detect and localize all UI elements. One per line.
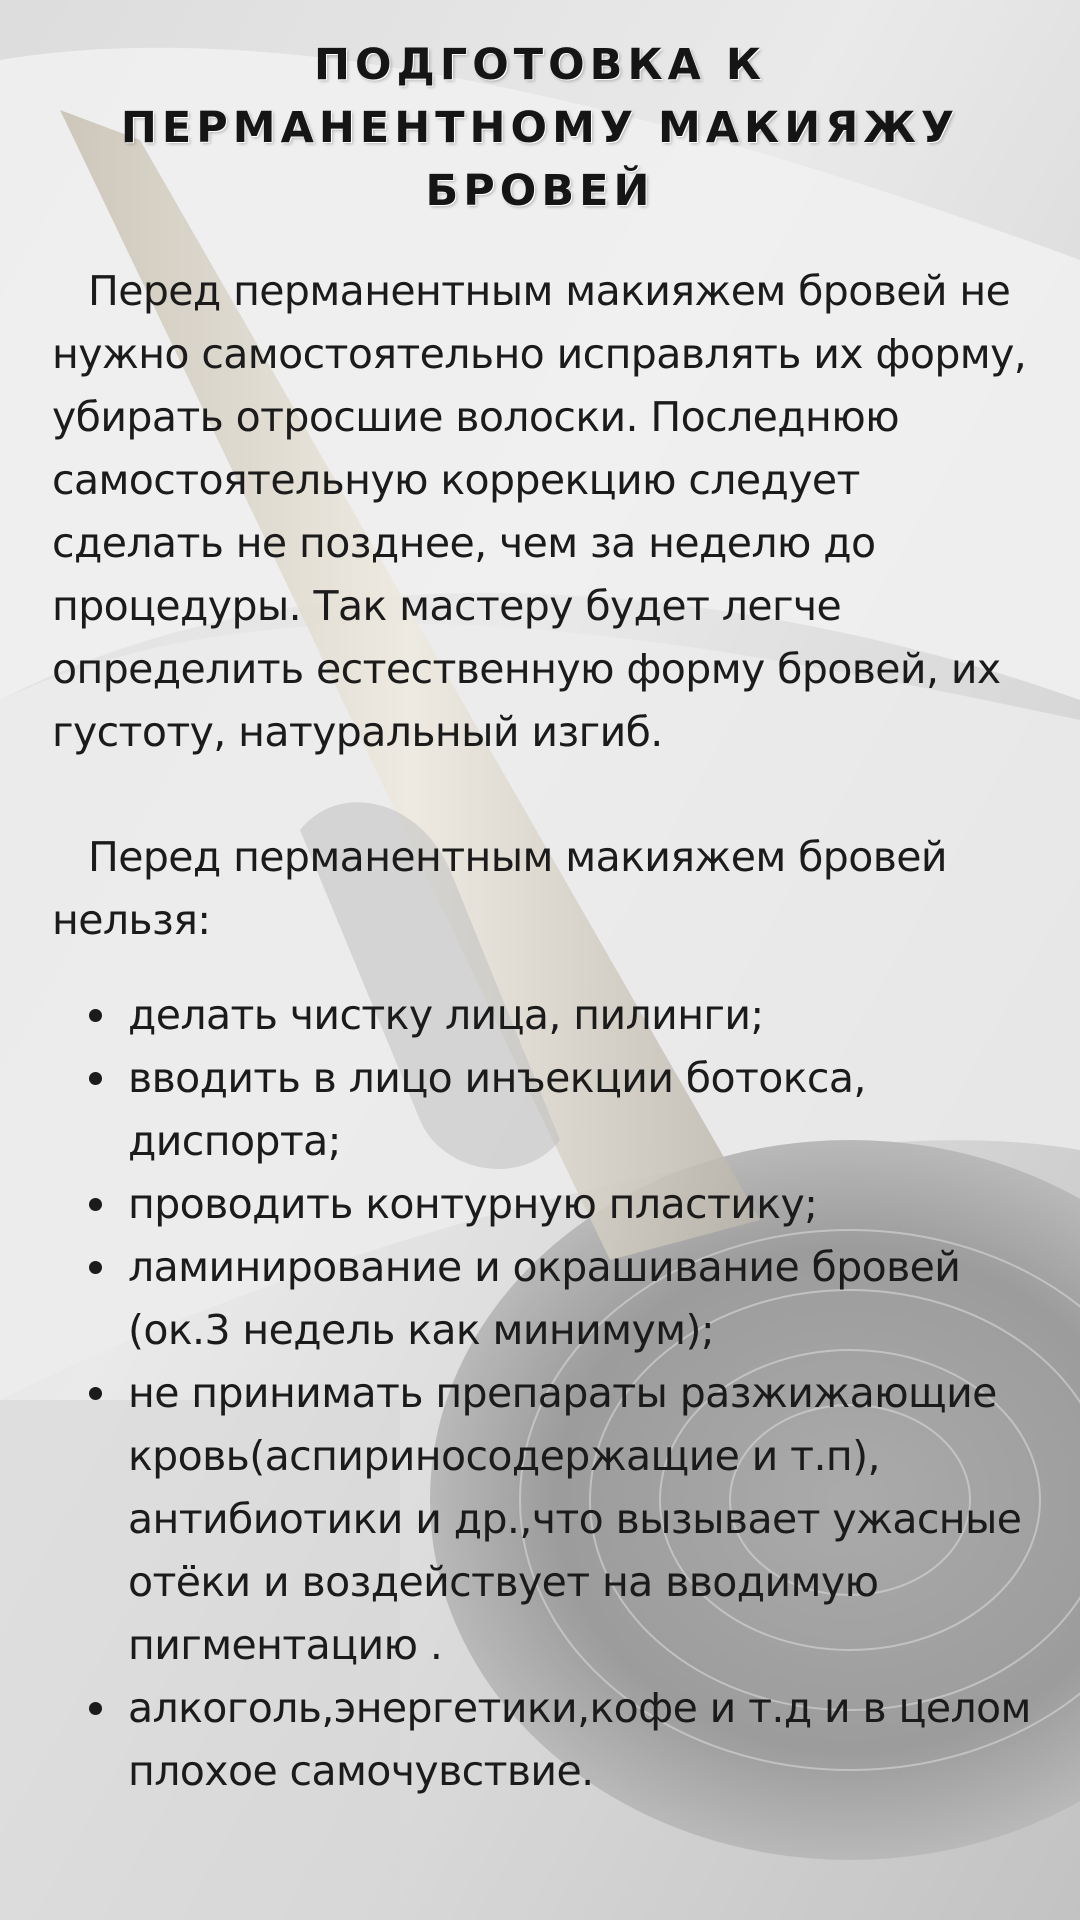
list-item-line: вводить в лицо инъекции ботокса, <box>128 1054 866 1102</box>
bullet-icon <box>89 1198 102 1211</box>
paragraph-line: нельзя: <box>52 896 211 944</box>
list-item-line: антибиотики и др.,что вызывает ужасные <box>128 1495 1022 1543</box>
list-item-line: плохое самочувствие. <box>128 1747 594 1795</box>
list-item-line: кровь(аспириносодержащие и т.п), <box>128 1432 880 1480</box>
restrictions-list <box>52 984 1042 1803</box>
paragraph-line: процедуры. Так мастеру будет легче <box>52 582 842 630</box>
list-item <box>52 1677 1042 1803</box>
list-item <box>52 1047 1042 1173</box>
bullet-icon <box>89 1009 102 1022</box>
list-item <box>52 984 1042 1047</box>
bullet-icon <box>89 1261 102 1274</box>
list-item-line: диспорта; <box>128 1117 341 1165</box>
page-title <box>60 34 1020 223</box>
list-item-line: проводить контурную пластику; <box>128 1180 818 1228</box>
title-line: ПЕРМАНЕНТНОМУ МАКИЯЖУ <box>120 103 960 153</box>
paragraph-line: густоту, натуральный изгиб. <box>52 708 663 756</box>
list-item-line: пигментацию . <box>128 1621 443 1669</box>
list-item <box>52 1236 1042 1362</box>
paragraph-line: сделать не позднее, чем за неделю до <box>52 519 876 567</box>
list-item <box>52 1173 1042 1236</box>
restrictions-heading-paragraph <box>52 826 1042 952</box>
list-item-line: отёки и воздействует на вводимую <box>128 1558 879 1606</box>
intro-paragraph <box>52 260 1042 764</box>
list-item-line: алкоголь,энергетики,кофе и т.д и в целом <box>128 1684 1031 1732</box>
title-line: ПОДГОТОВКА К <box>314 40 766 90</box>
list-item <box>52 1362 1042 1677</box>
paragraph-line: определить естественную форму бровей, их <box>52 645 1001 693</box>
paragraph-line: Перед перманентным макияжем бровей <box>88 833 947 881</box>
bullet-icon <box>89 1387 102 1400</box>
list-item-line: делать чистку лица, пилинги; <box>128 991 764 1039</box>
title-line: БРОВЕЙ <box>425 166 655 216</box>
paragraph-line: Перед перманентным макияжем бровей не <box>88 267 1011 315</box>
bullet-icon <box>89 1702 102 1715</box>
list-item-line: (ок.3 недель как минимум); <box>128 1306 715 1354</box>
paragraph-line: нужно самостоятельно исправлять их форму, <box>52 330 1027 378</box>
paragraph-line: убирать отросшие волоски. Последнюю <box>52 393 900 441</box>
list-item-line: ламинирование и окрашивание бровей <box>128 1243 961 1291</box>
list-item-line: не принимать препараты разжижающие <box>128 1369 997 1417</box>
bullet-icon <box>89 1072 102 1085</box>
paragraph-line: самостоятельную коррекцию следует <box>52 456 860 504</box>
